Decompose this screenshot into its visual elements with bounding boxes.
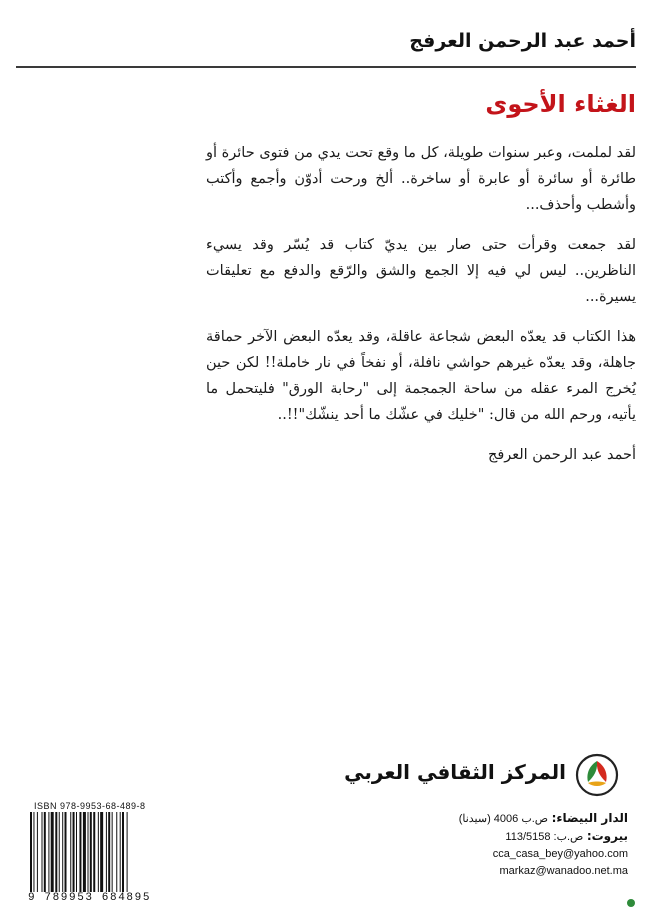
- publisher-contact: [378, 810, 628, 880]
- blurb-text: [206, 140, 636, 482]
- corner-mark-icon: [626, 898, 636, 908]
- barcode-bar: [106, 812, 107, 892]
- isbn-label: ISBN 978-9953-68-489-8: [34, 801, 146, 811]
- header-divider: [16, 66, 636, 68]
- barcode-bar: [76, 812, 77, 892]
- author-name-header: أحمد عبد الرحمن العرفج: [409, 30, 636, 52]
- barcode-bar: [79, 812, 81, 892]
- barcode-bar: [51, 812, 54, 892]
- contact-email-2: markaz@wanadoo.net.ma: [499, 865, 628, 877]
- barcode-bar: [37, 812, 38, 892]
- barcode-bar: [44, 812, 46, 892]
- barcode-bar: [33, 812, 34, 892]
- book-title: الغثاء الأحوى: [485, 90, 636, 118]
- contact-email-1: cca_casa_bey@yahoo.com: [492, 848, 628, 860]
- barcode-bar: [98, 812, 99, 892]
- barcode-bar: [48, 812, 49, 892]
- barcode-bar: [83, 812, 86, 892]
- publisher-name: المركز الثقافي العربي: [344, 760, 566, 784]
- barcode-bar: [70, 812, 71, 892]
- barcode-bar: [120, 812, 121, 892]
- barcode-bar: [42, 812, 43, 892]
- publisher-block: [344, 752, 620, 802]
- barcode-bar: [55, 812, 57, 892]
- blurb-paragraph-2: لقد جمعت وقرأت حتى صار بين يديّ كتاب قد يُسّر وقد يسيء الناظرين.. ليس لي فيه إلا الجمع والشق والرّقع والدفع مع تعليقات يسيرة...: [206, 237, 636, 305]
- barcode-bar: [88, 812, 89, 892]
- barcode-bar: [30, 812, 32, 892]
- barcode-icon: [30, 812, 162, 892]
- contact-line-casablanca: [378, 810, 628, 828]
- barcode-bar: [116, 812, 117, 892]
- blurb-paragraph-3: هذا الكتاب قد يعدّه البعض شجاعة عاقلة، وقد يعدّه البعض الآخر حماقة جاهلة، وقد يعدّه غيرهم حواشي نافلة، أو نفخاً في نار خاملة!! لكن حين يُخرج المرء عقله من ساحة الجمجمة إلى "رحابة الورق" فليتحمل ما يأتيه، ورحم الله من قال: "خليك في عشّك ما أحد ينشّك"!!..: [206, 329, 636, 423]
- barcode-bar: [93, 812, 95, 892]
- barcode-bar: [127, 812, 128, 892]
- contact-beirut-label: بيروت:: [586, 829, 628, 843]
- isbn-digits: 9 789953 684895: [28, 892, 152, 904]
- barcode-bar: [59, 812, 60, 892]
- blurb-signature: أحمد عبد الرحمن العرفج: [487, 447, 636, 463]
- blurb-paragraph-1: لقد لملمت، وعبر سنوات طويلة، كل ما وقع تحت يدي من فتوى حائرة أو طائرة أو سائرة أو عابرة أو ساخرة.. ألخ ورحت أدوّن وأجمع وأكتب وأشطب وأحذف...: [206, 145, 636, 213]
- contact-beirut-value: ص.ب: 113/5158: [505, 831, 584, 843]
- barcode-bar: [108, 812, 110, 892]
- barcode-bar: [65, 812, 67, 892]
- barcode-bar: [73, 812, 75, 892]
- barcode-bar: [62, 812, 63, 892]
- barcode-bar: [100, 812, 103, 892]
- contact-casablanca-value: ص.ب 4006 (سيدنا): [458, 813, 549, 825]
- publisher-logo-icon: [574, 752, 620, 798]
- contact-casablanca-label: الدار البيضاء:: [551, 811, 628, 825]
- contact-line-beirut: [378, 828, 628, 846]
- barcode-bar: [112, 812, 113, 892]
- barcode-bar: [122, 812, 124, 892]
- barcode-bar: [90, 812, 92, 892]
